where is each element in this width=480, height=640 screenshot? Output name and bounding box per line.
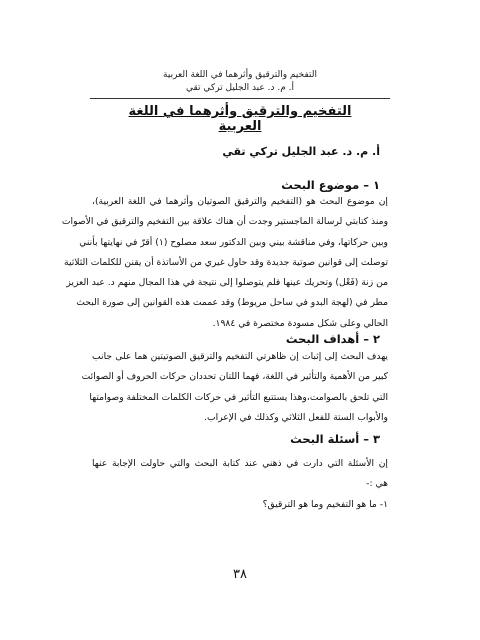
paragraph-line: إن موضوع البحث هو (التفخيم والترقيق الصوتيان وأثرهما في اللغة العربية)، <box>92 196 388 207</box>
section-body-goals <box>81 347 388 428</box>
paragraph-line: من زنة (فَعْل) وتحريك عينها فلم يتوصلوا إلى نتيجة في هذا المجال منهم د. عبد العزيز <box>66 277 388 289</box>
section-body-questions <box>92 454 388 515</box>
paragraph-line: التي تلحق بالصوامت،وهذا يستتبع التأثير في حركات الكلمات المختلفة وصوامتها <box>89 391 388 403</box>
author-name: أ. م. د. عبد الجليل تركي تقي <box>222 145 380 158</box>
section-heading-topic: ١ – موضوع البحث <box>281 178 380 192</box>
paragraph-line: هي :- <box>366 478 388 490</box>
page-number: ٣٨ <box>233 567 247 582</box>
paragraph-line: إن الأسئلة التي دارت في ذهني عند كتابة البحث والتي حاولت الإجابة عنها <box>92 458 388 469</box>
paragraph-line: الحالي وعلى شكل مسودة مختصرة في ١٩٨٤. <box>212 317 388 329</box>
running-header-author: أ. م. د. عبد الجليل تركي تقي <box>185 83 295 93</box>
paragraph-line: توصلت إلى قوانين صوتية جديدة وقد حاول غيري من الأساتذة أن يقنن للكلمات الثلاثية <box>64 256 388 268</box>
section-heading-goals: ٢ – أهداف البحث <box>285 332 380 346</box>
paragraph-line: والأبواب الستة للفعل الثلاثي وكذلك في الإعراب. <box>204 411 388 423</box>
paragraph-line: يهدف البحث إلى إثبات إن ظاهرتي التفخيم والترقيق الصوتيتين هما على جانب <box>92 351 388 362</box>
section-body-topic <box>61 192 388 334</box>
paragraph-line: كبير من الأهمية والتأثير في اللغة، فهما اللتان تحددان حركات الحروف أو الصوائت <box>81 371 388 383</box>
paragraph-line: ومنذ كتابتي لرسالة الماجستير وجدت أن هناك علاقة بين التفخيم والترقيق في الأصوات <box>61 216 388 228</box>
paragraph-line: مطر في (لهجة البدو في ساحل مريوط) وقد عممت هذه القوانين إلى صورة البحث <box>76 297 388 309</box>
running-header-title: التفخيم والترقيق وأثرهما في اللغة العربية <box>163 70 317 80</box>
page-title: التفخيم والترقيق وأثرهما في اللغة العربية <box>128 104 352 134</box>
paragraph-line: وبين حركاتها، وفي مناقشة بيني وبين الدكتور سعد مصلوح (١) أقرّ في نهايتها بأنني <box>79 236 388 248</box>
paragraph-line: ١- ما هو التفخيم وما هو الترقيق؟ <box>262 498 388 510</box>
section-heading-questions: ٣ – أسئلة البحث <box>290 432 380 446</box>
header-rule <box>90 98 390 99</box>
